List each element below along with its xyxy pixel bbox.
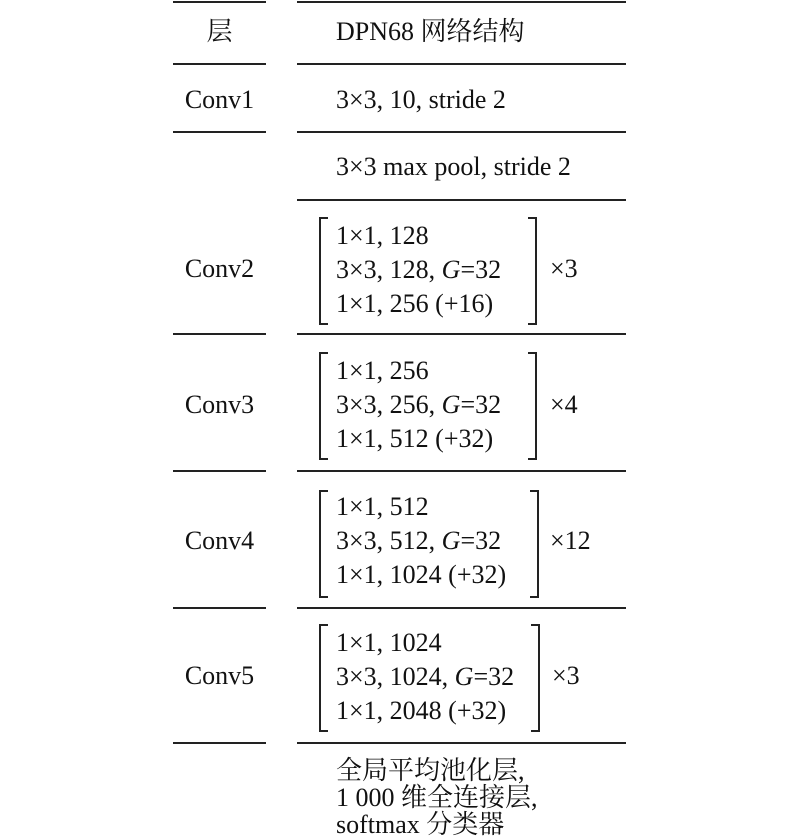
conv1-spec: 3×3, 10, stride 2 xyxy=(336,85,506,114)
conv5-line1: 1×1, 1024 xyxy=(336,628,442,657)
conv4-rule-right xyxy=(297,607,626,609)
conv5-left-bracket xyxy=(319,624,328,732)
conv5-rule-left xyxy=(173,742,266,744)
conv4-line2: 3×3, 512, G=32 xyxy=(336,526,502,555)
final-line2: 1 000 维全连接层, xyxy=(336,783,538,812)
conv1-rule-left xyxy=(173,131,266,133)
conv3-line1: 1×1, 256 xyxy=(336,356,429,385)
conv4-right-bracket xyxy=(530,490,539,598)
conv5-right-bracket xyxy=(531,624,540,732)
conv3-left-bracket xyxy=(319,352,328,460)
conv4-line1: 1×1, 512 xyxy=(336,492,429,521)
conv2-layer: Conv2 xyxy=(184,254,255,283)
header-rule-left xyxy=(173,63,266,65)
conv4-line3: 1×1, 1024 (+32) xyxy=(336,560,507,589)
table-top-rule-right xyxy=(297,1,626,3)
conv4-rule-left xyxy=(173,607,266,609)
conv2-line3: 1×1, 256 (+16) xyxy=(336,289,494,318)
conv3-line3: 1×1, 512 (+32) xyxy=(336,424,494,453)
conv1-rule-right xyxy=(297,131,626,133)
conv2-right-bracket xyxy=(528,217,537,325)
conv5-rule-right xyxy=(297,742,626,744)
conv3-rule-left xyxy=(173,470,266,472)
conv5-line3: 1×1, 2048 (+32) xyxy=(336,696,507,725)
conv5-layer: Conv5 xyxy=(184,661,255,690)
conv3-line2: 3×3, 256, G=32 xyxy=(336,390,502,419)
final-line1: 全局平均池化层, xyxy=(336,756,525,785)
conv5-line2: 3×3, 1024, G=32 xyxy=(336,662,515,691)
conv2-rule-left xyxy=(173,333,266,335)
table-top-rule-left xyxy=(173,1,266,3)
conv3-layer: Conv3 xyxy=(184,390,255,419)
final-line3: softmax 分类器 xyxy=(336,810,505,839)
conv2-left-bracket xyxy=(319,217,328,325)
header-structure: DPN68 网络结构 xyxy=(336,17,525,46)
conv5-multiplier: ×3 xyxy=(552,661,580,690)
pool-rule-right xyxy=(297,199,626,201)
pool-spec: 3×3 max pool, stride 2 xyxy=(336,152,571,181)
conv1-layer: Conv1 xyxy=(184,85,255,114)
conv2-multiplier: ×3 xyxy=(550,254,578,283)
header-layer: 层 xyxy=(206,17,233,46)
conv3-multiplier: ×4 xyxy=(550,390,578,419)
conv2-rule-right xyxy=(297,333,626,335)
conv2-line2: 3×3, 128, G=32 xyxy=(336,255,502,284)
conv3-rule-right xyxy=(297,470,626,472)
conv4-left-bracket xyxy=(319,490,328,598)
conv2-line1: 1×1, 128 xyxy=(336,221,429,250)
conv3-right-bracket xyxy=(528,352,537,460)
header-rule-right xyxy=(297,63,626,65)
conv4-layer: Conv4 xyxy=(184,526,255,555)
conv4-multiplier: ×12 xyxy=(550,526,591,555)
